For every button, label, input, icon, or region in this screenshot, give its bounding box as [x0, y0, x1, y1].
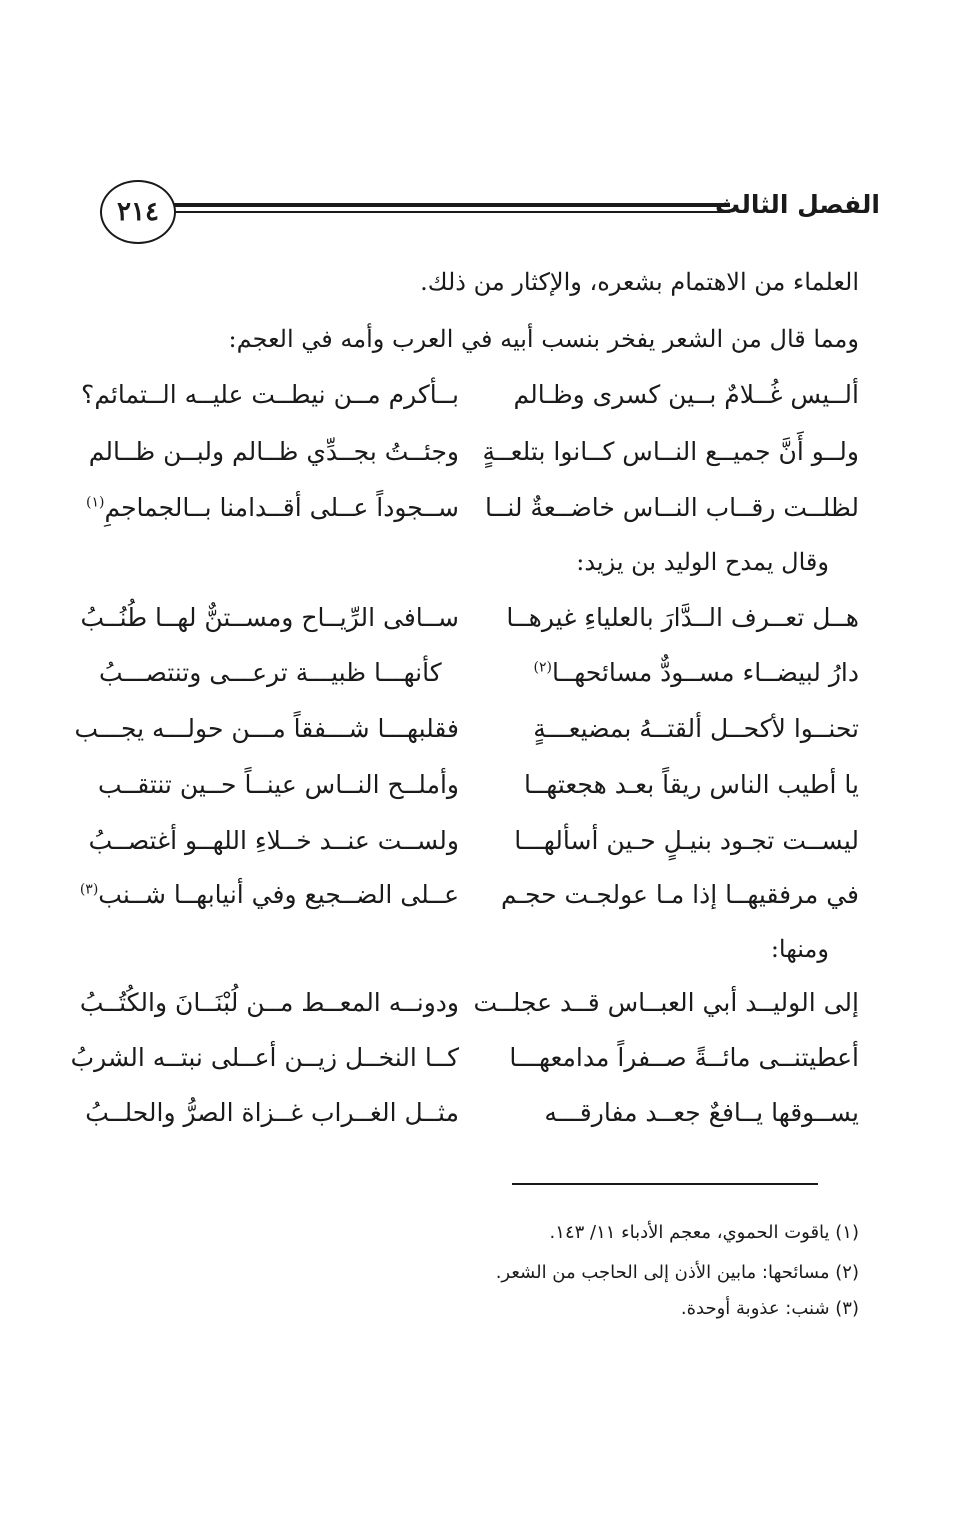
verse-right-hemistich: يا أطيب الناس ريقاً بعـد هجعتهــا	[524, 770, 859, 799]
verse-left-hemistich	[79, 880, 459, 909]
verse-left-hemistich: مثــل الغــراب غــزاة الصرُّ والحلــبُ	[85, 1098, 459, 1127]
verse-text: ســجوداً عــلى أقــدامنا بــالجماجمِ	[104, 493, 459, 522]
verse-left-hemistich: فقلبهـــا شـــفقاً مـــن حولـــه يجـــب	[74, 714, 459, 743]
verse-right-hemistich: في مرفقيهــا إذا مـا عولجـت حجـم	[500, 880, 859, 909]
verse-right-hemistich: تحنــوا لأكحــل ألقتــهُ بمضيعـــةٍ	[533, 714, 859, 743]
chapter-title: الفصل الثالث	[714, 190, 880, 219]
footnote-ref-3: (٣)	[79, 881, 99, 898]
verse-right-hemistich: أعطيتنــى مائــةً صــفراً مدامعهـــا	[509, 1043, 859, 1072]
verse-text: عــلى الضــجيع وفي أنيابهــا شــنب	[98, 880, 459, 909]
header-rule-thin	[174, 211, 730, 213]
verse-left-hemistich: ســافى الرِّيــاح ومســتنٌّ لهــا طُنُــبُ	[80, 603, 459, 632]
footnote-separator	[512, 1183, 818, 1185]
verse-row	[79, 880, 859, 924]
verse-row	[99, 658, 859, 702]
footnote-ref-1: (١)	[85, 494, 105, 511]
verse-left-hemistich: كــا النخــل زيــن أعــلى نبتــه الشربُ	[70, 1043, 459, 1072]
intro-line-2: ومما قال من الشعر يفخر بنسب أبيه في العرب وأمه في العجم:	[228, 325, 859, 353]
verse-left-hemistich: بــأكرم مــن نيطــت عليــه الــتمائم؟	[81, 380, 459, 409]
verse-right-hemistich	[499, 658, 859, 687]
verse-right-hemistich: يســوقها يــافعٌ جعــد مفارقـــه	[544, 1098, 859, 1127]
verse-row	[74, 714, 859, 758]
footnote-1: (١) ياقوت الحموي، معجم الأدباء ١١/ ١٤٣.	[549, 1222, 859, 1243]
verse-row	[99, 770, 859, 814]
verse-row	[88, 437, 859, 481]
page-number: ٢١٤	[100, 180, 176, 244]
verse-right-hemistich: إلى الوليــد أبي العبــاس قــد عجلــت	[473, 988, 859, 1017]
verse-row	[88, 826, 859, 870]
verse-left-hemistich: وأملــح النــاس عينــاً حــين تنتقــب	[98, 770, 459, 799]
intro-line-1: العلماء من الاهتمام بشعره، والإكثار من ذلك.	[420, 268, 859, 296]
verse-row	[70, 1043, 859, 1087]
verse-row	[80, 603, 859, 647]
footnote-ref-2: (٢)	[533, 659, 553, 676]
verse-row	[79, 988, 859, 1032]
verse-right-hemistich: ألــيس غُــلامٌ بــين كسرى وظـالم	[513, 380, 859, 409]
page-header	[100, 180, 880, 244]
footnote-3: (٣) شنب: عذوبة أوحدة.	[680, 1298, 859, 1319]
verse-right-hemistich: لظلــت رقــاب النــاس خاضــعةٌ لنــا	[485, 493, 859, 522]
section-label-walid: وقال يمدح الوليد بن يزيد:	[576, 548, 829, 576]
section-label-minha: ومنها:	[770, 935, 829, 963]
verse-left-hemistich: وجئــتُ بجــدِّي ظــالم ولبــن ظــالم	[88, 437, 459, 466]
verse-left-hemistich: ودونــه المعــط مــن لُبْنَــانَ والكُتُــبُ	[79, 988, 459, 1017]
header-rule-thick	[174, 203, 730, 207]
verse-text: دارُ لبيضــاء مســودٌّ مسائحهــا	[552, 658, 859, 687]
verse-row	[85, 493, 859, 537]
footnote-2: (٢) مسائحها: مابين الأذن إلى الحاجب من الشعر.	[495, 1262, 859, 1283]
verse-right-hemistich: ولــو أَنَّ جميــع النــاس كــانوا بتلعــةٍ	[482, 437, 859, 466]
verse-right-hemistich: هــل تعــرف الــدَّارَ بالعلياءِ غيرهــا	[506, 603, 859, 632]
verse-right-hemistich: ليســت تجـود بنيـلٍ حـين أسألهـــا	[514, 826, 859, 855]
verse-row	[85, 1098, 859, 1142]
verse-left-hemistich: كأنهـــا ظبيـــة ترعـــى وتنتصـــبُ	[99, 658, 442, 687]
verse-left-hemistich: ولســت عنــد خــلاءِ اللهــو أغتصــبُ	[88, 826, 459, 855]
verse-left-hemistich	[85, 493, 459, 522]
verse-row	[81, 380, 859, 424]
